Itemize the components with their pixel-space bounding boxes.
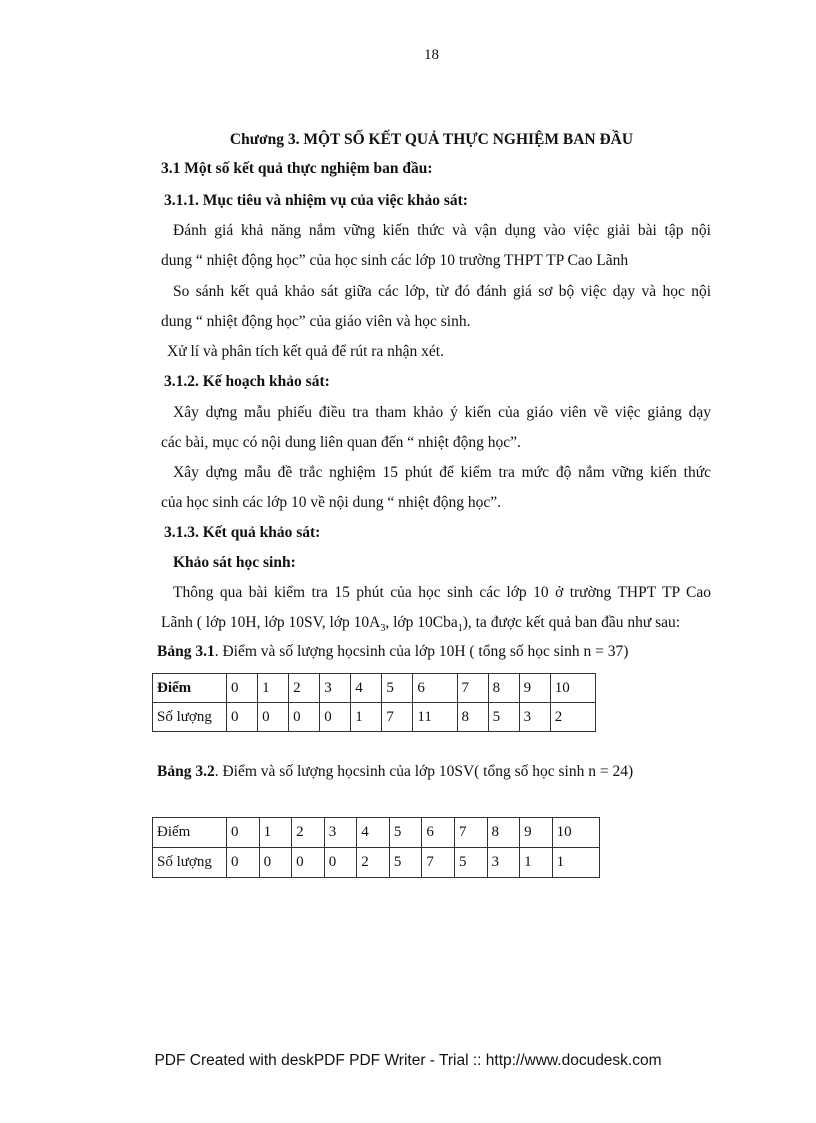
table1-count-cell: 5 (488, 703, 519, 732)
section-3-1-3-heading: 3.1.3. Kết quả khảo sát: (164, 524, 321, 541)
table2-count-cell: 0 (292, 848, 325, 878)
table1-score-cell: 7 (457, 674, 488, 703)
table2-score-label: Điểm (153, 818, 227, 848)
table2-count-cell: 7 (422, 848, 455, 878)
table1-count-cell: 0 (227, 703, 258, 732)
table1-count-label: Số lượng (153, 703, 227, 732)
table2-caption-label: Bảng 3.2 (157, 763, 215, 780)
table1-caption-label: Bảng 3.1 (157, 643, 215, 660)
table2-score-cell: 9 (520, 818, 553, 848)
table2-count-cell: 5 (454, 848, 487, 878)
pdf-watermark-footer: PDF Created with deskPDF PDF Writer - Trial :: http://www.docudesk.com (154, 1052, 662, 1069)
table1-score-cell: 4 (351, 674, 382, 703)
table2-count-cell: 2 (357, 848, 390, 878)
para1-line2: dung “ nhiệt động học” của học sinh các lớp 10 trường THPT TP Cao Lãnh (161, 252, 629, 269)
table1-caption (157, 643, 628, 661)
table1-score-cell: 9 (519, 674, 550, 703)
table1-count-row (153, 703, 596, 732)
table2-count-cell: 5 (389, 848, 422, 878)
section-3-1-1-heading: 3.1.1. Mục tiêu và nhiệm vụ của việc khảo sát: (164, 192, 468, 209)
para6-text-a: Lãnh ( lớp 10H, lớp 10SV, lớp 10A (161, 614, 381, 631)
table2-score-cell: 10 (552, 818, 599, 848)
table1-score-cell: 6 (413, 674, 457, 703)
table2-count-cell: 0 (324, 848, 357, 878)
table2-score-cell: 6 (422, 818, 455, 848)
para1-line1: Đánh giá khả năng nắm vững kiến thức và vận dụng vào việc giải bài tập nội (173, 222, 711, 239)
table1-count-cell: 0 (320, 703, 351, 732)
table1-score-cell: 5 (382, 674, 413, 703)
table2-count-cell: 0 (227, 848, 260, 878)
table2-score-cell: 8 (487, 818, 520, 848)
para5-line2: của học sinh các lớp 10 về nội dung “ nhiệt động học”. (161, 494, 502, 511)
table1 (152, 673, 596, 732)
table1-score-cell: 10 (550, 674, 595, 703)
table1-score-cell: 2 (289, 674, 320, 703)
table2-score-row (153, 818, 600, 848)
section-3-1-heading: 3.1 Một số kết quả thực nghiệm ban đầu: (161, 160, 433, 177)
table2-score-cell: 2 (292, 818, 325, 848)
table1-score-cell: 1 (258, 674, 289, 703)
table1-score-label: Điểm (153, 674, 227, 703)
table1-count-cell: 2 (550, 703, 595, 732)
table1-score-cell: 3 (320, 674, 351, 703)
table2-score-cell: 7 (454, 818, 487, 848)
table2-score-cell: 0 (227, 818, 260, 848)
para6-line1: Thông qua bài kiểm tra 15 phút của học sinh các lớp 10 ở trường THPT TP Cao (173, 584, 711, 601)
table1-count-cell: 1 (351, 703, 382, 732)
table2-caption-text: . Điểm và số lượng họcsinh của lớp 10SV( tổng số học sinh n = 24) (214, 763, 634, 780)
table2-score-cell: 1 (259, 818, 292, 848)
table2-count-cell: 1 (552, 848, 599, 878)
para6-text-b: , lớp 10Cba (385, 614, 458, 631)
page-number: 18 (424, 47, 439, 63)
table1-score-row (153, 674, 596, 703)
table2-count-cell: 0 (259, 848, 292, 878)
table1-score-cell: 0 (227, 674, 258, 703)
table2-count-cell: 3 (487, 848, 520, 878)
para2-line1: So sánh kết quả khảo sát giữa các lớp, từ đó đánh giá sơ bộ việc dạy và học nội (173, 283, 711, 300)
table1-count-cell: 7 (382, 703, 413, 732)
table1-count-cell: 3 (519, 703, 550, 732)
students-subheading: Khảo sát học sinh: (173, 554, 296, 571)
para4-line1: Xây dựng mẫu phiếu điều tra tham khảo ý kiến của giáo viên về việc giảng dạy (173, 404, 711, 421)
para6-sub-1: 1 (457, 623, 463, 635)
table1-caption-text: . Điểm và số lượng họcsinh của lớp 10H ( tổng số học sinh n = 37) (214, 643, 629, 660)
chapter-title: Chương 3. MỘT SỐ KẾT QUẢ THỰC NGHIỆM BAN ĐẦU (229, 131, 634, 148)
para5-line1: Xây dựng mẫu đề trắc nghiệm 15 phút để kiểm tra mức độ nắm vững kiến thức (173, 464, 711, 481)
para4-line2: các bài, mục có nội dung liên quan đến “ nhiệt động học”. (161, 434, 521, 451)
table1-count-cell: 0 (258, 703, 289, 732)
table1-score-cell: 8 (488, 674, 519, 703)
section-3-1-2-heading: 3.1.2. Kế hoạch khảo sát: (164, 373, 330, 390)
table1-count-cell: 11 (413, 703, 457, 732)
para6-text-c: ), ta được kết quả ban đầu như sau: (462, 614, 681, 631)
table1-count-cell: 0 (289, 703, 320, 732)
table2-count-row (153, 848, 600, 878)
table2-count-cell: 1 (520, 848, 553, 878)
table2-count-label: Số lượng (153, 848, 227, 878)
table2 (152, 817, 600, 878)
para6-line2 (161, 614, 680, 634)
table2-score-cell: 3 (324, 818, 357, 848)
table2-caption (157, 763, 633, 781)
table1-count-cell: 8 (457, 703, 488, 732)
table2-score-cell: 4 (357, 818, 390, 848)
para3: Xử lí và phân tích kết quả để rút ra nhận xét. (167, 343, 444, 360)
para2-line2: dung “ nhiệt động học” của giáo viên và học sinh. (161, 313, 471, 330)
table2-score-cell: 5 (389, 818, 422, 848)
para6-sub-3: 3 (380, 623, 386, 635)
